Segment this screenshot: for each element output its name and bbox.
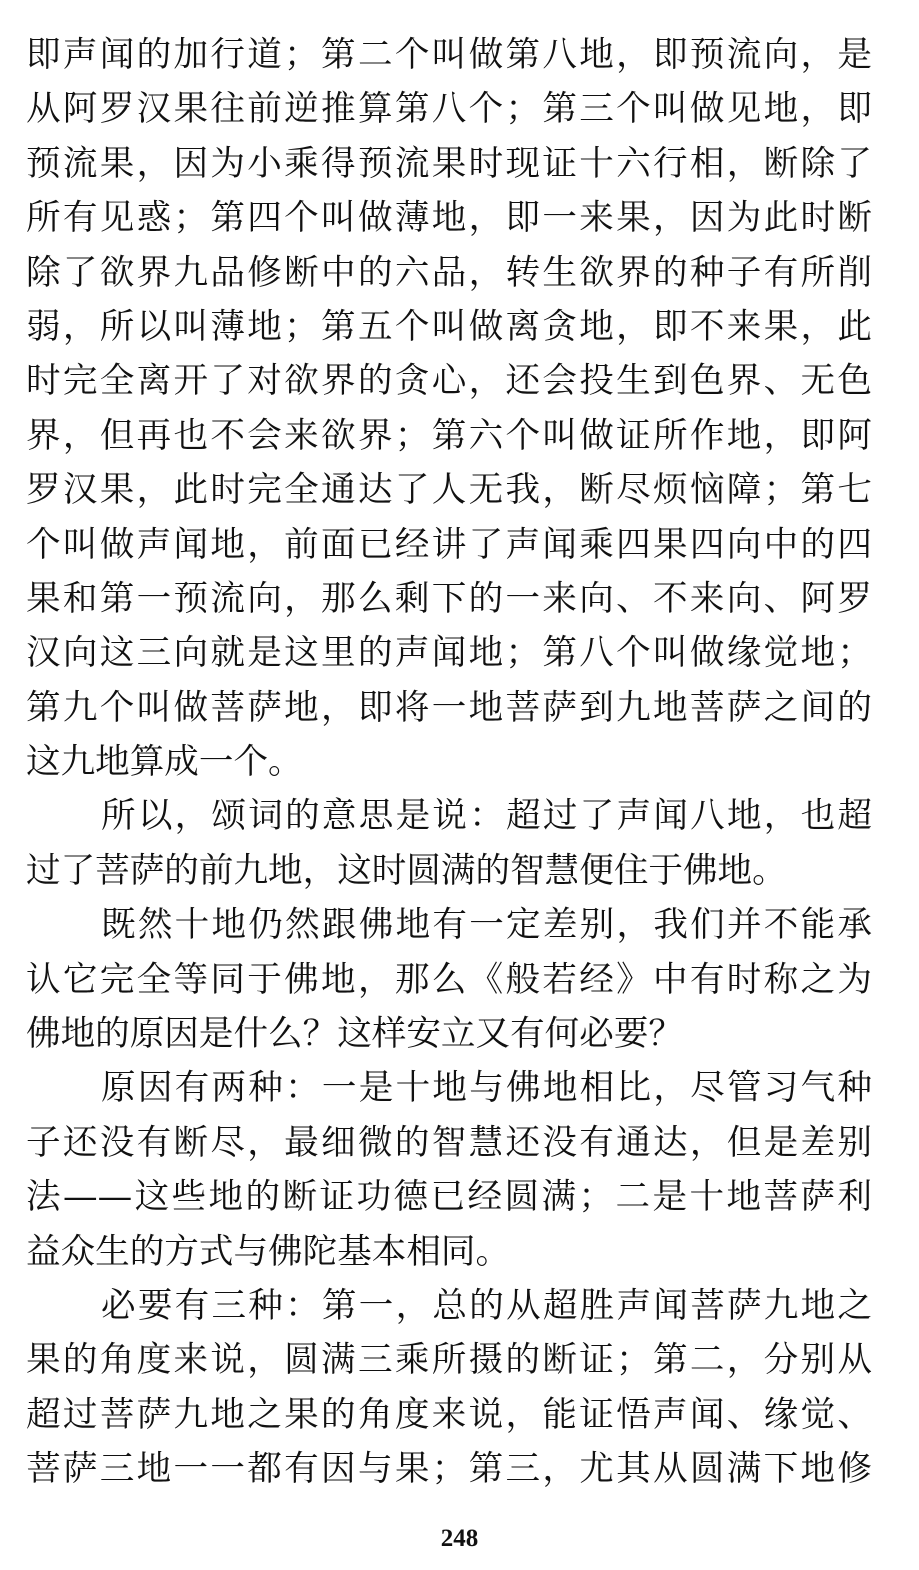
text-line-15: 所以，颂词的意思是说：超过了声闻八地，也超	[101, 796, 872, 837]
text-line-10: 个叫做声闻地，前面已经讲了声闻乘四果四向中的四	[26, 524, 872, 565]
page-body	[26, 28, 872, 1497]
text-line-18: 认它完全等同于佛地，那么《般若经》中有时称之为	[26, 959, 872, 1000]
text-line-1: 即声闻的加行道；第二个叫做第八地，即预流向，是	[26, 35, 872, 75]
text-line-4: 所有见惑；第四个叫做薄地，即一来果，因为此时断	[26, 198, 872, 239]
text-line-26: 超过菩萨九地之果的角度来说，能证悟声闻、缘觉、	[26, 1394, 872, 1435]
text-line-3: 预流果，因为小乘得预流果时现证十六行相，断除了	[26, 143, 872, 184]
text-line-21: 子还没有断尽，最细微的智慧还没有通达，但是差别	[26, 1122, 872, 1163]
text-line-23: 益众生的方式与佛陀基本相同。	[26, 1231, 511, 1272]
text-line-6: 弱，所以叫薄地；第五个叫做离贪地，即不来果，此	[26, 306, 872, 347]
text-line-20: 原因有两种：一是十地与佛地相比，尽管习气种	[101, 1068, 872, 1109]
text-line-8: 界，但再也不会来欲界；第六个叫做证所作地，即阿	[26, 415, 872, 456]
text-line-12: 汉向这三向就是这里的声闻地；第八个叫做缘觉地；	[26, 633, 872, 674]
text-line-19: 佛地的原因是什么？这样安立又有何必要？	[26, 1014, 683, 1055]
text-line-13: 第九个叫做菩萨地，即将一地菩萨到九地菩萨之间的	[26, 687, 872, 728]
text-line-14: 这九地算成一个。	[26, 742, 303, 783]
text-line-9: 罗汉果，此时完全通达了人无我，断尽烦恼障；第七	[26, 470, 872, 511]
text-line-7: 时完全离开了对欲界的贪心，还会投生到色界、无色	[26, 361, 872, 402]
text-line-27: 菩萨三地一一都有因与果；第三，尤其从圆满下地修	[26, 1449, 872, 1490]
text-line-11: 果和第一预流向，那么剩下的一来向、不来向、阿罗	[26, 578, 872, 619]
text-line-25: 果的角度来说，圆满三乘所摄的断证；第二，分别从	[26, 1340, 872, 1381]
text-line-24: 必要有三种：第一，总的从超胜声闻菩萨九地之	[101, 1285, 872, 1326]
text-line-2: 从阿罗汉果往前逆推算第八个；第三个叫做见地，即	[26, 89, 872, 130]
text-line-17: 既然十地仍然跟佛地有一定差别，我们并不能承	[101, 905, 872, 946]
text-line-16: 过了菩萨的前九地，这时圆满的智慧便住于佛地。	[26, 850, 787, 891]
text-line-5: 除了欲界九品修断中的六品，转生欲界的种子有所削	[26, 252, 872, 293]
text-line-22: 法——这些地的断证功德已经圆满；二是十地菩萨利	[26, 1177, 872, 1218]
page-number: 248	[440, 1525, 479, 1552]
